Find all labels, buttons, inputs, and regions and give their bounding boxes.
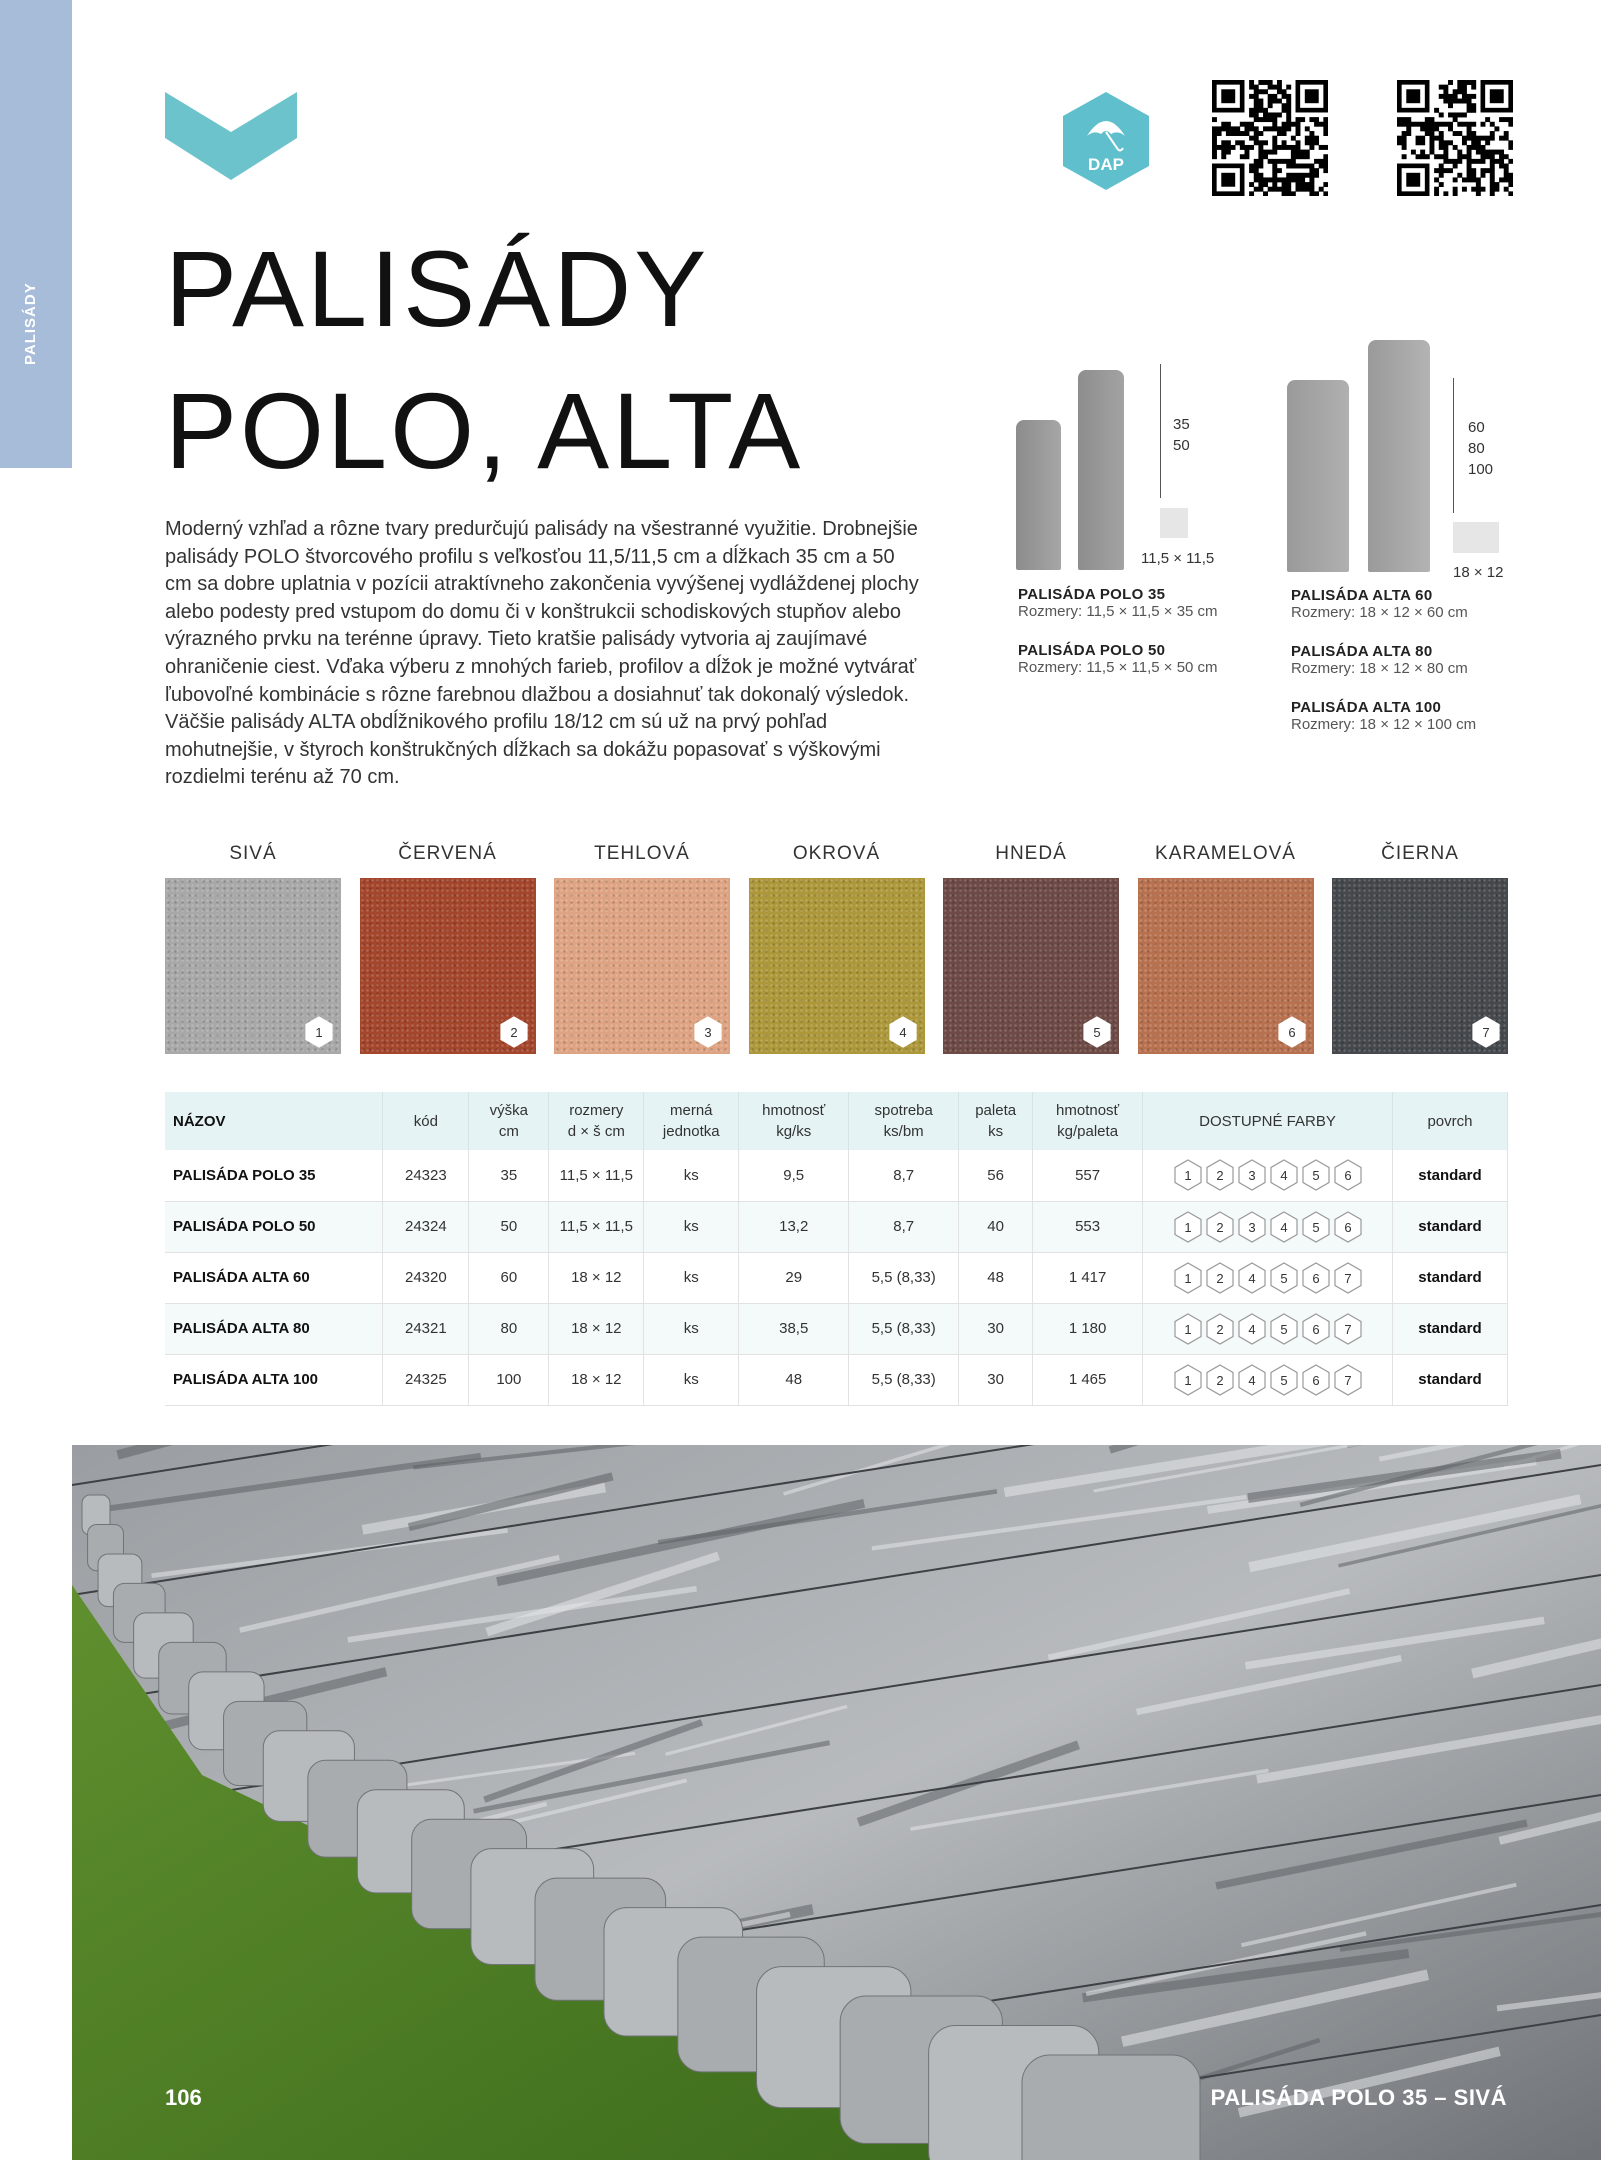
color-number-hex-icon (1174, 1313, 1202, 1345)
color-number-hex-icon (1238, 1211, 1266, 1243)
color-number-hex-icon (1270, 1159, 1298, 1191)
svg-text:6: 6 (1311, 1321, 1320, 1337)
svg-text:6: 6 (1343, 1168, 1352, 1184)
table-cell: 5,5 (8,33) (849, 1303, 959, 1354)
page-number: 106 (165, 2085, 202, 2110)
column-header: hmotnosť kg/ks (739, 1092, 849, 1150)
table-cell: ks (644, 1201, 739, 1252)
table-row (165, 1252, 1508, 1303)
svg-text:3: 3 (1247, 1168, 1256, 1184)
table-cell: 11,5 × 11,5 (549, 1201, 644, 1252)
table-cell: 60 (469, 1252, 549, 1303)
color-number-hex-icon (1206, 1159, 1234, 1191)
table-cell: ks (644, 1303, 739, 1354)
column-header: kód (383, 1092, 469, 1150)
section-tab (0, 0, 72, 468)
svg-text:4: 4 (1247, 1321, 1256, 1337)
swatch-label: ČIERNA (1381, 843, 1459, 864)
color-number-hex-icon (694, 1016, 722, 1048)
color-number-hex-icon (1238, 1262, 1266, 1294)
alta-heights: 60 80 100 (1468, 419, 1494, 478)
intro-text: Moderný vzhľad a rôzne tvary predurčujú palisády na všestranné využitie. Drobnejšie palisády POLO štvorcového profilu s veľkosťou 11,5/11,5 cm a dĺžkach 35 cm a 50 cm sa dobre uplatnia v pozícii atraktívneho zakončenia vyvýšenej vydláždenej plochy alebo podesty pred vstupom do domu či v konštrukcii schodiskových stupňov alebo výrazného prvku na terénne úpravy. Tieto kratšie palisády vytvoria aj zaujímavé ohraničenie ciest. Vďaka výberu z mnohých farieb, profilov a dĺžok je možné vytvárať ľubovoľné kombinácie s rôzne farebnou dlažbou a dosiahnuť tak dokonalý výsledok. Väčšie palisády ALTA obdĺžnikového profilu 18/12 cm sú už na prvý pohľad mohutnejšie, v štyroch konštrukčných dĺžkach sa dokážu popasovať s výškovými rozdielmi terénu až 70 cm. (165, 518, 919, 789)
dap-badge-icon (1063, 92, 1149, 190)
svg-text:5: 5 (1311, 1219, 1320, 1235)
table-cell: ks (644, 1354, 739, 1405)
table-cell: 24324 (383, 1201, 469, 1252)
color-number-hex-icon (1206, 1313, 1234, 1345)
polo-list: PALISÁDA POLO 35 Rozmery: 11,5 × 11,5 × 35 cm PALISÁDA POLO 50 Rozmery: 11,5 × 11,5 × 50 cm (1018, 586, 1218, 676)
color-number-hex-icon (1302, 1313, 1330, 1345)
column-header: povrch (1392, 1092, 1507, 1150)
table-cell: PALISÁDA ALTA 80 (165, 1303, 383, 1354)
color-number-hex-icon (1174, 1364, 1202, 1396)
color-number-hex-icon (1334, 1313, 1362, 1345)
table-cell: PALISÁDA ALTA 60 (165, 1252, 383, 1303)
column-header: DOSTUPNÉ FARBY (1143, 1092, 1393, 1150)
svg-text:4: 4 (1279, 1219, 1288, 1235)
table-cell: 24323 (383, 1150, 469, 1201)
table-cell: 48 (739, 1354, 849, 1405)
svg-text:7: 7 (1343, 1321, 1352, 1337)
table-cell: PALISÁDA POLO 50 (165, 1201, 383, 1252)
table-cell: 38,5 (739, 1303, 849, 1354)
table-cell: ks (644, 1252, 739, 1303)
color-number-hex-icon (1472, 1016, 1500, 1048)
table-cell: 8,7 (849, 1201, 959, 1252)
table-cell: 553 (1033, 1201, 1143, 1252)
svg-text:2: 2 (509, 1025, 518, 1040)
svg-text:DAP: DAP (1088, 155, 1124, 174)
table-cell: 9,5 (739, 1150, 849, 1201)
color-number-hex-icon (1270, 1313, 1298, 1345)
swatch-number (1276, 1016, 1308, 1048)
swatch-number (498, 1016, 530, 1048)
table-row (165, 1150, 1508, 1201)
color-swatch[interactable] (1332, 878, 1508, 1054)
color-number-hex-icon (1334, 1159, 1362, 1191)
table-cell: 80 (469, 1303, 549, 1354)
column-header: rozmery d × š cm (549, 1092, 644, 1150)
table-cell: 29 (739, 1252, 849, 1303)
color-swatch[interactable] (1138, 878, 1314, 1054)
svg-text:7: 7 (1482, 1025, 1490, 1040)
surface-cell: standard (1392, 1303, 1507, 1354)
svg-text:4: 4 (1247, 1372, 1256, 1388)
color-number-hex-icon (305, 1016, 333, 1048)
available-colors (1143, 1201, 1393, 1252)
alta-profile: 18 × 12 (1453, 564, 1504, 581)
color-number-hex-icon (1334, 1364, 1362, 1396)
svg-text:5: 5 (1311, 1168, 1320, 1184)
height-line (1160, 364, 1161, 498)
color-number-hex-icon (1270, 1262, 1298, 1294)
color-number-hex-icon (1206, 1262, 1234, 1294)
swatch-label: OKROVÁ (792, 843, 881, 864)
svg-text:5: 5 (1093, 1025, 1101, 1040)
color-number-hex-icon (1238, 1313, 1266, 1345)
svg-text:6: 6 (1311, 1270, 1320, 1286)
svg-text:3: 3 (704, 1025, 712, 1040)
color-swatch[interactable] (749, 878, 925, 1054)
column-header: spotreba ks/bm (849, 1092, 959, 1150)
svg-text:2: 2 (1215, 1372, 1224, 1388)
page-title: PALISÁDY POLO, ALTA (165, 228, 804, 491)
color-number-hex-icon (1083, 1016, 1111, 1048)
svg-text:1: 1 (1183, 1372, 1192, 1388)
color-number-hex-icon (1174, 1211, 1202, 1243)
color-number-hex-icon (1334, 1262, 1362, 1294)
table-row (165, 1303, 1508, 1354)
color-swatch[interactable] (165, 878, 341, 1054)
table-cell: 30 (959, 1303, 1033, 1354)
table-cell: 1 180 (1033, 1303, 1143, 1354)
table-cell: 8,7 (849, 1150, 959, 1201)
table-row (165, 1354, 1508, 1405)
svg-text:1: 1 (1183, 1321, 1192, 1337)
table-cell: 18 × 12 (549, 1303, 644, 1354)
table-cell: ks (644, 1150, 739, 1201)
available-colors (1143, 1150, 1393, 1201)
column-header: merná jednotka (644, 1092, 739, 1150)
swatch-label: KARAMELOVÁ (1155, 843, 1296, 864)
svg-text:2: 2 (1215, 1168, 1224, 1184)
qr-code-icon[interactable] (1212, 80, 1328, 196)
surface-cell: standard (1392, 1201, 1507, 1252)
svg-text:4: 4 (1247, 1270, 1256, 1286)
svg-text:5: 5 (1279, 1270, 1288, 1286)
swatch-number (303, 1016, 335, 1048)
product-photo (72, 1445, 1601, 2160)
table-cell: 35 (469, 1150, 549, 1201)
column-header: NÁZOV (165, 1092, 383, 1150)
swatch-label: SIVÁ (229, 843, 277, 864)
product-table (165, 1092, 1508, 1406)
swatch-number (692, 1016, 724, 1048)
column-header: hmotnosť kg/paleta (1033, 1092, 1143, 1150)
svg-text:1: 1 (315, 1025, 323, 1040)
color-swatch[interactable] (943, 878, 1119, 1054)
color-number-hex-icon (1174, 1159, 1202, 1191)
qr-code-icon[interactable] (1397, 80, 1513, 196)
table-cell: 11,5 × 11,5 (549, 1150, 644, 1201)
available-colors (1143, 1303, 1393, 1354)
surface-cell: standard (1392, 1252, 1507, 1303)
color-number-hex-icon (1334, 1211, 1362, 1243)
color-number-hex-icon (1270, 1364, 1298, 1396)
section-tab-label: PALISÁDY (22, 282, 39, 365)
svg-text:5: 5 (1279, 1372, 1288, 1388)
polo-heights: 35 50 (1173, 416, 1190, 454)
profile-rect (1453, 522, 1499, 553)
table-cell: PALISÁDA ALTA 100 (165, 1354, 383, 1405)
svg-text:4: 4 (1279, 1168, 1288, 1184)
table-cell: 557 (1033, 1150, 1143, 1201)
color-number-hex-icon (1270, 1211, 1298, 1243)
color-number-hex-icon (1238, 1159, 1266, 1191)
color-number-hex-icon (1302, 1159, 1330, 1191)
color-number-hex-icon (1302, 1211, 1330, 1243)
table-cell: 50 (469, 1201, 549, 1252)
swatch-number (1081, 1016, 1113, 1048)
svg-text:6: 6 (1311, 1372, 1320, 1388)
photo-caption: PALISÁDA POLO 35 – SIVÁ (1210, 2085, 1507, 2110)
table-cell: 18 × 12 (549, 1354, 644, 1405)
polo-35-image (1016, 420, 1061, 570)
table-cell: 5,5 (8,33) (849, 1252, 959, 1303)
color-number-hex-icon (1302, 1364, 1330, 1396)
polo-50-image (1078, 370, 1124, 570)
svg-text:2: 2 (1215, 1219, 1224, 1235)
svg-text:7: 7 (1343, 1270, 1352, 1286)
table-cell: 1 465 (1033, 1354, 1143, 1405)
svg-text:2: 2 (1215, 1270, 1224, 1286)
table-row (165, 1201, 1508, 1252)
color-number-hex-icon (500, 1016, 528, 1048)
table-cell: PALISÁDA POLO 35 (165, 1150, 383, 1201)
svg-text:1: 1 (1183, 1219, 1192, 1235)
height-line (1453, 378, 1454, 513)
surface-cell: standard (1392, 1354, 1507, 1405)
alta-100-image (1368, 340, 1430, 572)
table-cell: 18 × 12 (549, 1252, 644, 1303)
table-cell: 13,2 (739, 1201, 849, 1252)
table-cell: 48 (959, 1252, 1033, 1303)
available-colors (1143, 1354, 1393, 1405)
color-number-hex-icon (1206, 1211, 1234, 1243)
swatch-label: TEHLOVÁ (594, 843, 690, 864)
color-number-hex-icon (1302, 1262, 1330, 1294)
svg-text:1: 1 (1183, 1168, 1192, 1184)
table-cell: 5,5 (8,33) (849, 1354, 959, 1405)
polo-profile: 11,5 × 11,5 (1141, 550, 1215, 567)
color-number-hex-icon (1238, 1364, 1266, 1396)
svg-text:4: 4 (898, 1025, 907, 1040)
svg-text:6: 6 (1287, 1025, 1296, 1040)
alta-60-image (1287, 380, 1349, 572)
table-cell: 24321 (383, 1303, 469, 1354)
swatch-number (1470, 1016, 1502, 1048)
table-cell: 30 (959, 1354, 1033, 1405)
color-number-hex-icon (1174, 1262, 1202, 1294)
svg-text:5: 5 (1279, 1321, 1288, 1337)
svg-text:3: 3 (1247, 1219, 1256, 1235)
color-swatch[interactable] (554, 878, 730, 1054)
profile-square (1160, 508, 1188, 538)
chevron-logo-icon (165, 92, 297, 180)
color-number-hex-icon (1278, 1016, 1306, 1048)
table-cell: 24320 (383, 1252, 469, 1303)
svg-text:1: 1 (1183, 1270, 1192, 1286)
svg-text:2: 2 (1215, 1321, 1224, 1337)
surface-cell: standard (1392, 1150, 1507, 1201)
color-number-hex-icon (889, 1016, 917, 1048)
swatch-label: HNEDÁ (995, 843, 1067, 864)
swatch-label: ČERVENÁ (398, 843, 497, 864)
column-header: paleta ks (959, 1092, 1033, 1150)
svg-text:7: 7 (1343, 1372, 1352, 1388)
color-number-hex-icon (1206, 1364, 1234, 1396)
swatch-number (887, 1016, 919, 1048)
table-cell: 100 (469, 1354, 549, 1405)
table-cell: 24325 (383, 1354, 469, 1405)
color-swatch[interactable] (360, 878, 536, 1054)
alta-list: PALISÁDA ALTA 60 Rozmery: 18 × 12 × 60 cm PALISÁDA ALTA 80 Rozmery: 18 × 12 × 80 cm PALISÁDA ALTA 100 Rozmery: 18 × 12 × 100 cm (1291, 587, 1477, 733)
column-header: výška cm (469, 1092, 549, 1150)
table-cell: 56 (959, 1150, 1033, 1201)
table-cell: 1 417 (1033, 1252, 1143, 1303)
table-cell: 40 (959, 1201, 1033, 1252)
svg-text:6: 6 (1343, 1219, 1352, 1235)
available-colors (1143, 1252, 1393, 1303)
